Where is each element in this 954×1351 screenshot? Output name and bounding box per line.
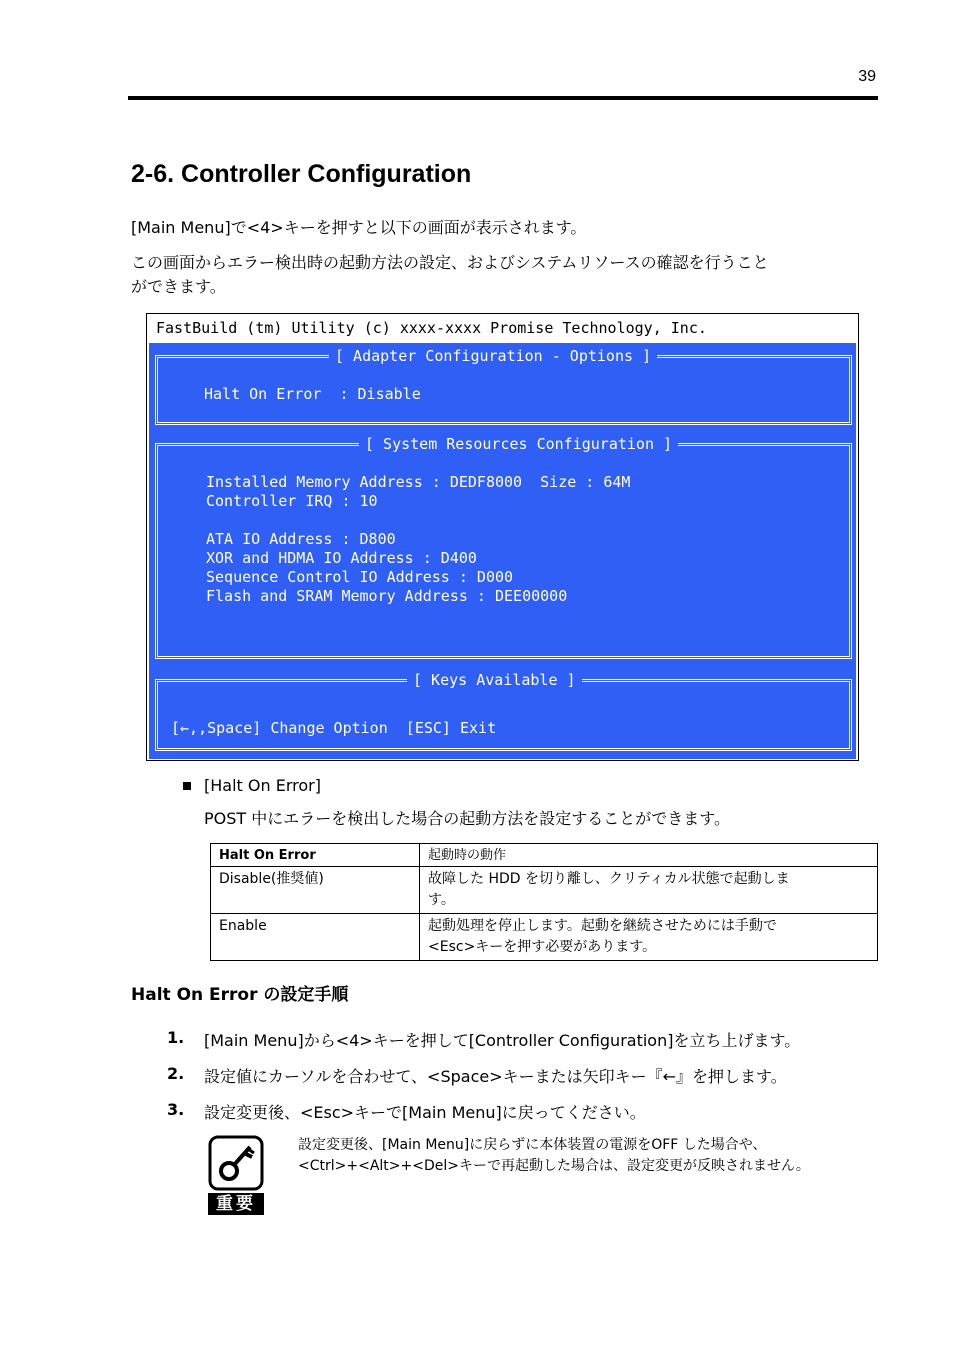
adapter-config-title: [ Adapter Configuration - Options ] (329, 347, 657, 365)
table-cell (420, 867, 878, 914)
keys-panel (155, 679, 852, 751)
system-resources-list (206, 473, 630, 606)
header-rule (128, 96, 878, 100)
step-number: 2. (167, 1064, 185, 1083)
table-cell-line: 故障した HDD を切り離し、クリティカル状態で起動しま (428, 871, 790, 887)
page-number: 39 (858, 68, 876, 85)
section-title: 2-6. Controller Configuration (131, 160, 472, 188)
resource-line: ATA IO Address : D800 (206, 530, 396, 548)
bios-screen (146, 313, 859, 761)
step-number: 3. (167, 1100, 185, 1119)
resource-line: XOR and HDMA IO Address : D400 (206, 549, 477, 567)
important-note-line: <Ctrl>+<Alt>+<Del>キーで再起動した場合は、設定変更が反映されません。 (298, 1158, 810, 1174)
table-cell-line: す。 (428, 892, 455, 908)
table-cell-line: 起動処理を停止します。起動を継続させためには手動で (428, 918, 777, 934)
table-row (211, 867, 878, 914)
table-cell-line: <Esc>キーを押す必要があります。 (428, 939, 657, 955)
table-header-cell: Halt On Error (211, 844, 420, 867)
options-table (210, 843, 878, 961)
intro-paragraph-2 (131, 251, 876, 299)
keys-help-line: [←,,Space] Change Option [ESC] Exit (171, 719, 497, 737)
intro-paragraph-2-line-2: ができます。 (131, 277, 226, 296)
table-header-cell: 起動時の動作 (420, 844, 878, 867)
resource-line: Controller IRQ : 10 (206, 492, 378, 510)
resource-line (206, 511, 630, 530)
resource-line: Flash and SRAM Memory Address : DEE00000 (206, 587, 568, 605)
system-resources-title: [ System Resources Configuration ] (359, 435, 678, 453)
resource-line: Installed Memory Address : DEDF8000 Size : 64M (206, 473, 631, 491)
table-header-row (211, 844, 878, 867)
table-row (211, 914, 878, 961)
table-cell: Disable(推奨値) (211, 867, 420, 914)
intro-paragraph-2-line-1: この画面からエラー検出時の起動方法の設定、およびシステムリソースの確認を行うこと (131, 253, 769, 272)
important-note-line: 設定変更後、[Main Menu]に戻らずに本体装置の電源をOFF した場合や、 (298, 1137, 767, 1153)
halt-on-error-setting[interactable]: Halt On Error : Disable (204, 385, 421, 403)
step-text: 設定変更後、<Esc>キーで[Main Menu]に戻ってください。 (204, 1103, 646, 1122)
resource-line: Sequence Control IO Address : D000 (206, 568, 514, 586)
important-label: 重要 (216, 1194, 256, 1214)
intro-paragraph-1: [Main Menu]で<4>キーを押すと以下の画面が表示されます。 (131, 218, 587, 237)
procedure-heading: Halt On Error の設定手順 (131, 985, 349, 1005)
step-text: [Main Menu]から<4>キーを押して[Controller Configuration]を立ち上げます。 (204, 1031, 801, 1050)
bios-header: FastBuild (tm) Utility (c) xxxx-xxxx Promise Technology, Inc. (147, 314, 858, 342)
table-cell (420, 914, 878, 961)
option-label: [Halt On Error] (204, 776, 321, 795)
keys-title: [ Keys Available ] (407, 671, 582, 689)
key-icon (208, 1135, 264, 1217)
table-cell: Enable (211, 914, 420, 961)
bios-blue-area (149, 343, 856, 759)
step-number: 1. (167, 1028, 185, 1047)
important-note (298, 1135, 878, 1177)
bullet-square (183, 782, 191, 790)
step-text: 設定値にカーソルを合わせて、<Space>キーまたは矢印キー『←』を押します。 (204, 1067, 787, 1086)
option-description: POST 中にエラーを検出した場合の起動方法を設定することができます。 (204, 809, 730, 828)
